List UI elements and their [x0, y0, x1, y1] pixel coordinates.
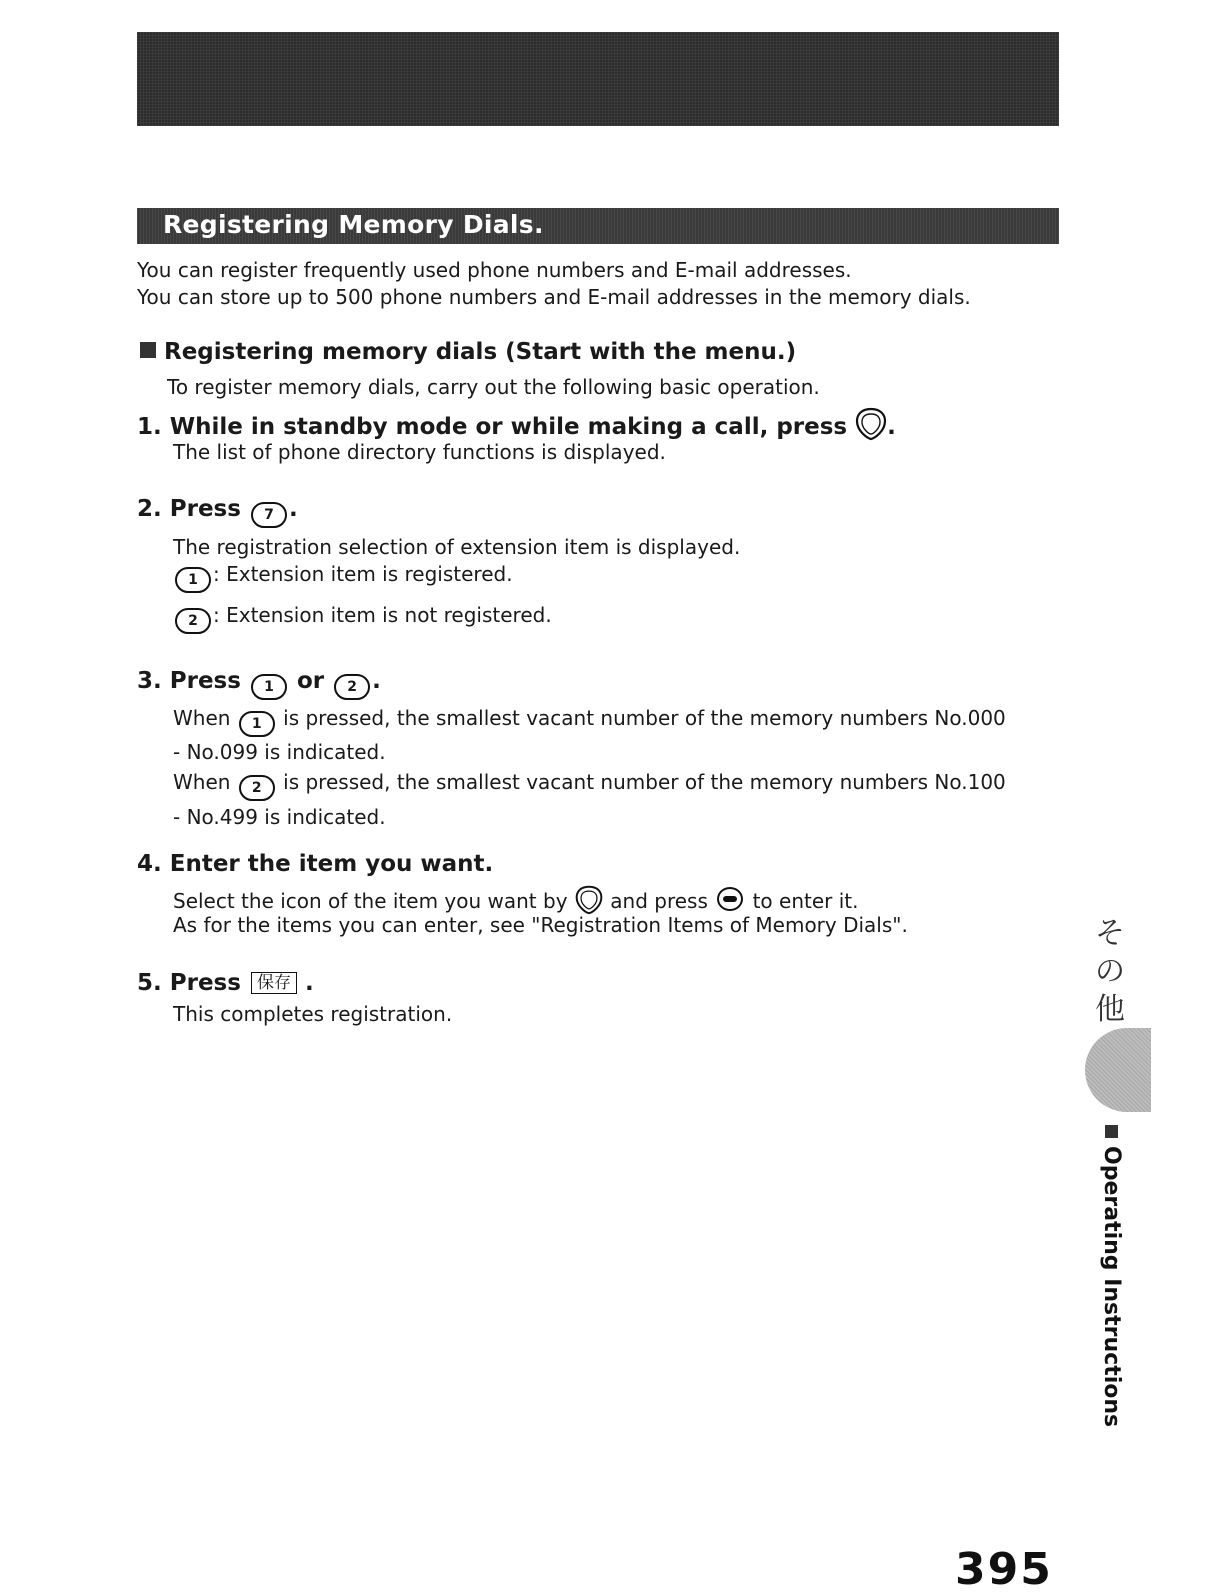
- square-bullet-icon: [1105, 1125, 1118, 1138]
- step-4-desc-2: As for the items you can enter, see "Registration Items of Memory Dials".: [173, 913, 908, 937]
- key-1-icon: 1: [239, 711, 275, 737]
- step-1-title: 1. While in standby mode or while making a call, press .: [137, 407, 896, 441]
- step-3-line-2: - No.099 is indicated.: [173, 740, 386, 764]
- subheading-text: Registering memory dials (Start with the menu.): [164, 339, 797, 365]
- step-2-title: 2. Press 7 .: [137, 496, 298, 528]
- intro-line-2: You can store up to 500 phone numbers and E-mail addresses in the memory dials.: [137, 285, 971, 309]
- square-bullet-icon: [140, 342, 156, 358]
- step-3-line-4: - No.499 is indicated.: [173, 805, 386, 829]
- step-4-desc-1: Select the icon of the item you want by and press to enter it.: [173, 885, 859, 915]
- side-tab-jp-label: その他: [1095, 916, 1125, 1027]
- key-2-icon: 2: [334, 674, 370, 700]
- key-2-icon: 2: [175, 608, 211, 634]
- step-5-desc: This completes registration.: [173, 1002, 453, 1026]
- step-2-option-2: 2 : Extension item is not registered.: [173, 603, 552, 634]
- step-2-option-1: 1 : Extension item is registered.: [173, 562, 513, 593]
- subheading-note: To register memory dials, carry out the following basic operation.: [167, 375, 820, 399]
- step-3-line-1: When 1 is pressed, the smallest vacant number of the memory numbers No.000: [173, 706, 1006, 737]
- section-title: Registering Memory Dials.: [163, 210, 544, 239]
- nav-key-icon: [574, 885, 604, 915]
- step-3-title: 3. Press 1 or 2 .: [137, 668, 381, 700]
- menu-key-icon: [717, 887, 743, 911]
- side-tab-label: Operating Instructions: [1094, 1125, 1124, 1435]
- intro-line-1: You can register frequently used phone numbers and E-mail addresses.: [137, 258, 852, 282]
- step-1-title-text: 1. While in standby mode or while making a call, press: [137, 414, 848, 440]
- page-number: 395: [955, 1544, 1053, 1595]
- side-tab-marker: [1085, 1028, 1151, 1112]
- header-banner: [137, 32, 1059, 126]
- key-1-icon: 1: [251, 674, 287, 700]
- key-1-icon: 1: [175, 567, 211, 593]
- step-1-desc: The list of phone directory functions is displayed.: [173, 440, 666, 464]
- step-2-desc: The registration selection of extension item is displayed.: [173, 535, 741, 559]
- step-4-title: 4. Enter the item you want.: [137, 851, 494, 877]
- key-2-icon: 2: [239, 775, 275, 801]
- subheading: [140, 339, 796, 365]
- save-softkey-icon: 保存: [251, 972, 297, 994]
- step-3-line-3: When 2 is pressed, the smallest vacant number of the memory numbers No.100: [173, 770, 1006, 801]
- step-5-title: 5. Press 保存 .: [137, 970, 314, 996]
- nav-key-icon: [855, 407, 887, 441]
- key-7-icon: 7: [251, 502, 287, 528]
